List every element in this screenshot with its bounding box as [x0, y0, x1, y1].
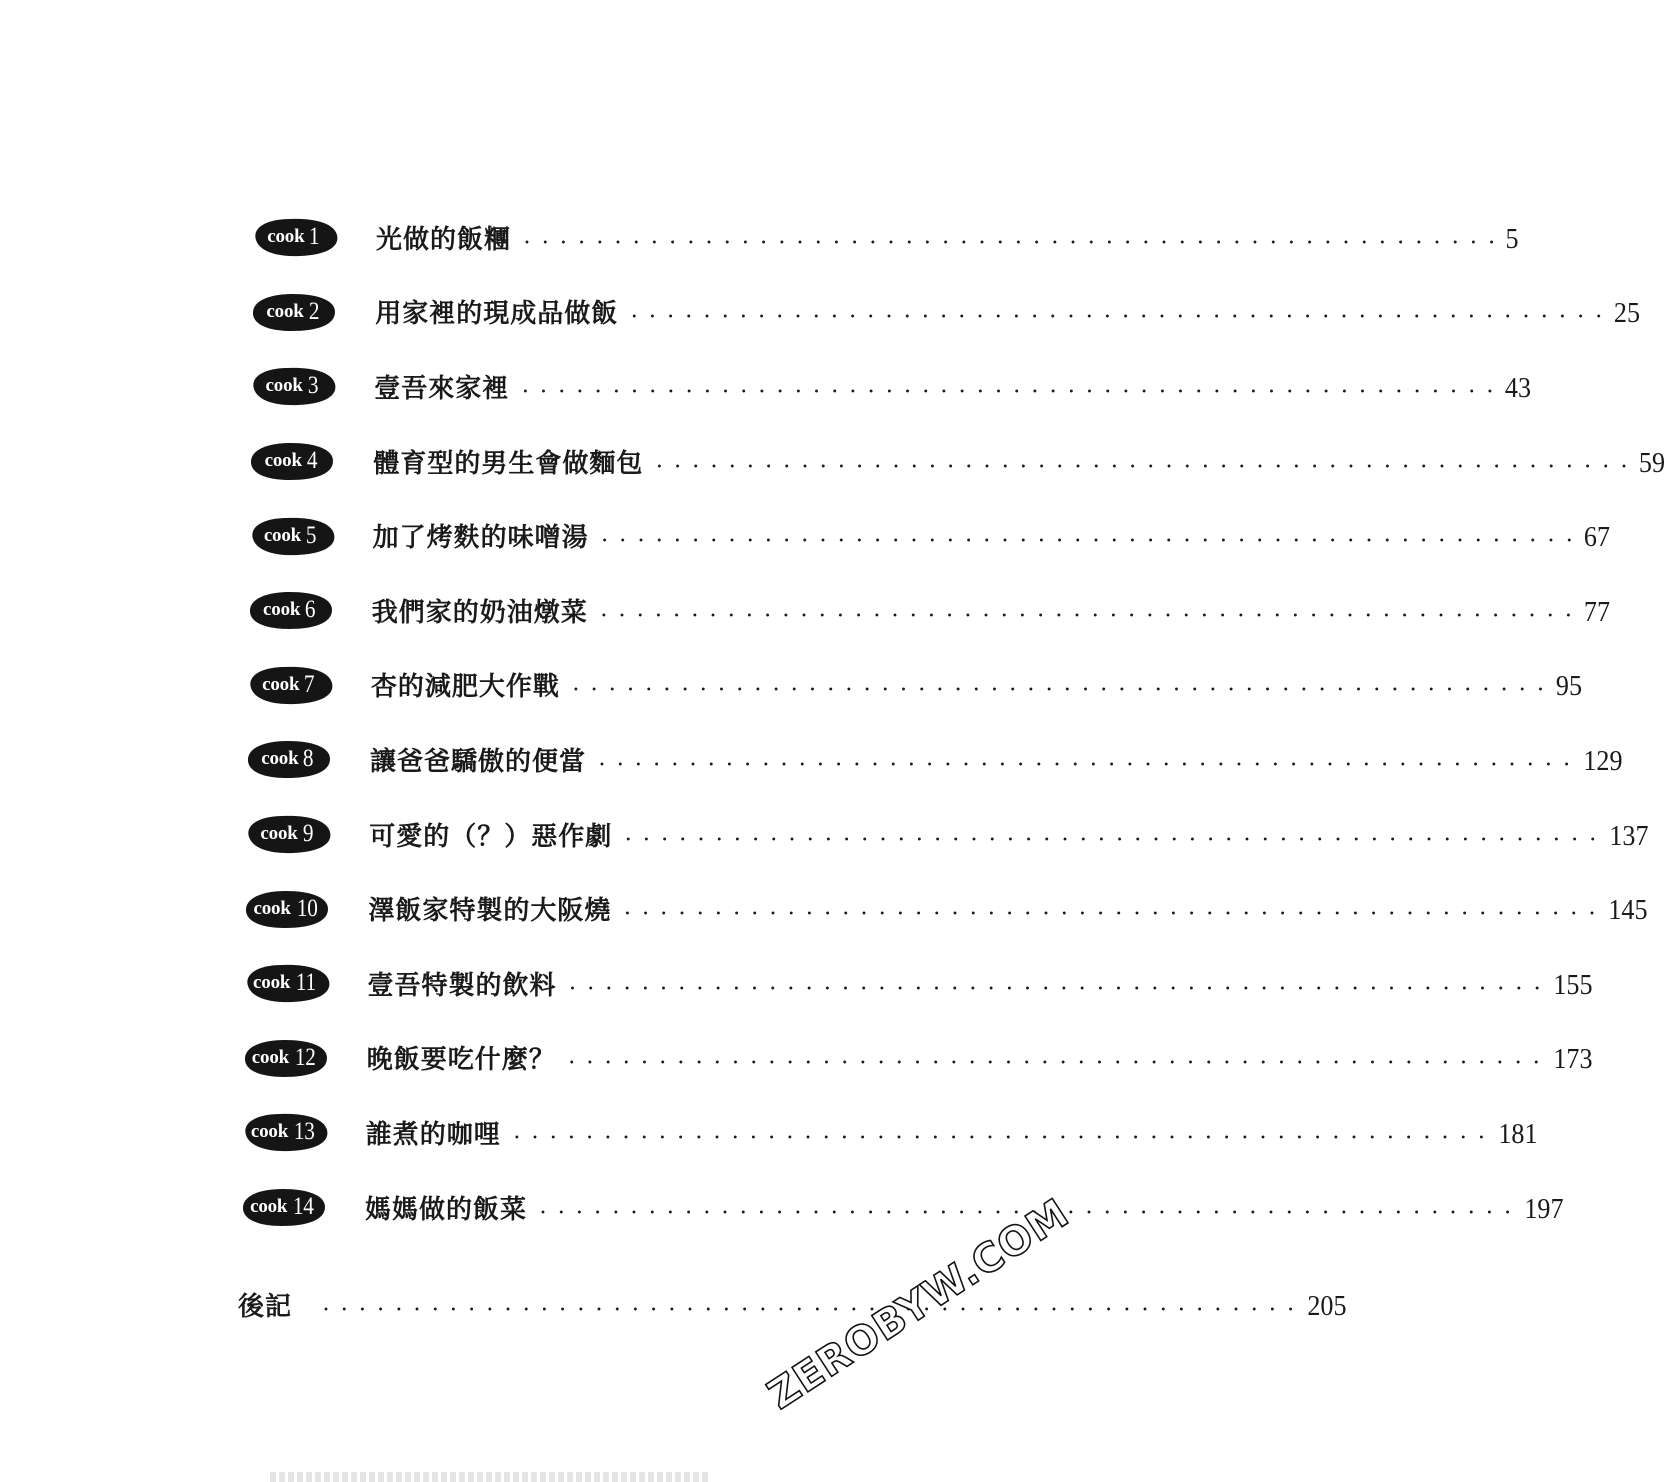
badge-word: cook: [263, 524, 302, 546]
cook-badge: [241, 811, 333, 857]
table-of-contents: [236, 200, 1665, 1244]
toc-row: [243, 648, 1582, 723]
toc-row: [245, 498, 1611, 573]
cook-badge: [246, 363, 338, 409]
chapter-number: 3: [307, 372, 319, 400]
badge-word: cook: [260, 823, 298, 845]
page-number: 197: [1524, 1192, 1564, 1225]
toc-entry: [365, 1114, 1538, 1151]
cook-badge: [245, 438, 337, 484]
chapter-title: 晚飯要吃什麼？: [366, 1045, 556, 1076]
dot-leader: [318, 1297, 1301, 1320]
cook-badge: [238, 1109, 330, 1155]
toc-row: [240, 871, 1648, 946]
toc-entry: [368, 890, 1648, 927]
cook-badge: [240, 886, 332, 932]
chapter-number: 8: [303, 745, 314, 773]
cook-badge: [242, 736, 334, 782]
chapter-title: 讓爸爸驕傲的便當: [370, 746, 587, 777]
cook-badge: [244, 587, 336, 633]
dot-leader: [564, 1050, 1547, 1073]
chapter-title: 體育型的男生會做麵包: [373, 448, 644, 479]
watermark: ZEROBYW.COM: [760, 1190, 1078, 1419]
badge-word: cook: [253, 972, 291, 994]
dot-leader: [509, 1125, 1492, 1148]
page-number: 145: [1608, 894, 1648, 927]
chapter-title: 用家裡的現成品做飯: [375, 299, 619, 330]
dot-leader: [565, 976, 1548, 999]
page-number: 67: [1584, 521, 1611, 554]
chapter-number: 11: [296, 969, 317, 997]
cook-badge: [243, 662, 335, 708]
toc-entry: [371, 592, 1610, 629]
badge-label: [240, 886, 332, 932]
badge-word: cook: [263, 599, 301, 621]
page-number: 43: [1505, 371, 1532, 404]
badge-label: [247, 289, 339, 335]
chapter-title: 加了烤麩的味噌湯: [372, 523, 589, 554]
badge-label: [241, 811, 333, 857]
badge-word: cook: [251, 1046, 289, 1068]
chapter-number: 12: [294, 1043, 316, 1071]
toc-row: [242, 722, 1623, 797]
chapter-number: 14: [293, 1193, 315, 1221]
afterword-page-number: 205: [1307, 1290, 1347, 1322]
page-number: 181: [1497, 1117, 1538, 1150]
toc-row: [238, 1095, 1538, 1170]
dot-leader: [619, 901, 1602, 924]
toc-entry: [373, 443, 1665, 480]
toc-row: [246, 349, 1532, 424]
dot-leader: [594, 752, 1577, 775]
badge-label: [239, 1035, 331, 1081]
cook-badge: [240, 960, 332, 1006]
dot-leader: [597, 528, 1580, 551]
afterword-title: 後記: [238, 1292, 293, 1322]
chapter-title: 媽媽做的飯菜: [365, 1194, 528, 1225]
badge-word: cook: [264, 450, 302, 472]
cook-badge: [239, 1035, 331, 1081]
badge-label: [245, 513, 337, 559]
chapter-title: 誰煮的咖哩: [365, 1119, 501, 1150]
toc-row: [247, 275, 1641, 350]
chapter-number: 5: [305, 521, 317, 549]
chapter-number: 4: [306, 447, 318, 475]
page-number: 129: [1583, 744, 1623, 777]
chapter-title: 壹吾特製的飲料: [367, 970, 557, 1001]
toc-entry: [376, 219, 1519, 256]
chapter-title: 杏的減肥大作戰: [370, 672, 560, 703]
toc-entry: [372, 517, 1611, 554]
page-number: 137: [1609, 819, 1649, 852]
badge-label: [245, 438, 337, 484]
toc-entry: [375, 293, 1641, 330]
page-number: 173: [1552, 1043, 1593, 1076]
dot-leader: [519, 230, 1502, 253]
toc-row: [240, 946, 1593, 1021]
cook-badge: [237, 1184, 329, 1230]
cook-badge: [245, 513, 337, 559]
badge-label: [242, 736, 334, 782]
toc-row: [245, 424, 1665, 499]
toc-entry: [374, 368, 1532, 405]
dot-leader: [517, 379, 1500, 402]
badge-word: cook: [250, 1121, 289, 1143]
toc-row: [244, 573, 1610, 648]
chapter-title: 澤飯家特製的大阪燒: [368, 896, 612, 927]
bottom-edge-noise: [270, 1472, 710, 1482]
badge-label: [246, 363, 338, 409]
toc-row: [248, 200, 1519, 275]
cook-badge: [248, 214, 340, 260]
page-number: 5: [1505, 222, 1519, 255]
chapter-number: 6: [305, 596, 316, 624]
toc-row: [241, 797, 1649, 872]
chapter-title: 光做的飯糰: [376, 224, 512, 255]
toc-row: [237, 1170, 1564, 1245]
badge-word: cook: [250, 1196, 288, 1218]
toc-row: [239, 1021, 1593, 1096]
badge-word: cook: [267, 226, 305, 248]
toc-entry: [366, 1039, 1593, 1076]
badge-word: cook: [253, 897, 291, 919]
badge-word: cook: [261, 748, 299, 770]
page-number: 25: [1613, 297, 1641, 330]
badge-word: cook: [262, 673, 300, 695]
badge-label: [238, 1109, 330, 1155]
badge-label: [244, 587, 336, 633]
chapter-number: 10: [296, 894, 318, 922]
toc-entry: [365, 1189, 1564, 1226]
chapter-number: 13: [293, 1118, 315, 1146]
page-number: 59: [1639, 446, 1665, 479]
page-number: 95: [1555, 670, 1582, 703]
badge-label: [248, 214, 340, 260]
chapter-number: 9: [302, 820, 314, 848]
badge-word: cook: [265, 375, 303, 397]
chapter-number: 7: [304, 670, 315, 698]
badge-word: cook: [266, 300, 304, 322]
chapter-title: 我們家的奶油燉菜: [371, 597, 588, 628]
dot-leader: [651, 454, 1634, 477]
dot-leader: [626, 304, 1609, 327]
chapter-number: 2: [308, 297, 320, 325]
page-number: 155: [1553, 968, 1593, 1001]
toc-entry: [369, 816, 1649, 853]
chapter-number: 1: [309, 223, 320, 251]
toc-entry: [370, 741, 1623, 778]
badge-label: [237, 1184, 329, 1230]
badge-label: [240, 960, 332, 1006]
afterword-entry: [238, 1286, 1347, 1323]
dot-leader: [620, 827, 1603, 850]
cook-badge: [247, 289, 339, 335]
dot-leader: [596, 603, 1579, 626]
toc-entry: [367, 965, 1593, 1002]
chapter-title: 壹吾來家裡: [374, 373, 510, 404]
chapter-title: 可愛的（？）惡作劇: [369, 821, 613, 852]
toc-entry: [370, 666, 1582, 703]
dot-leader: [568, 677, 1551, 700]
page-number: 77: [1583, 595, 1610, 628]
badge-label: [243, 662, 335, 708]
